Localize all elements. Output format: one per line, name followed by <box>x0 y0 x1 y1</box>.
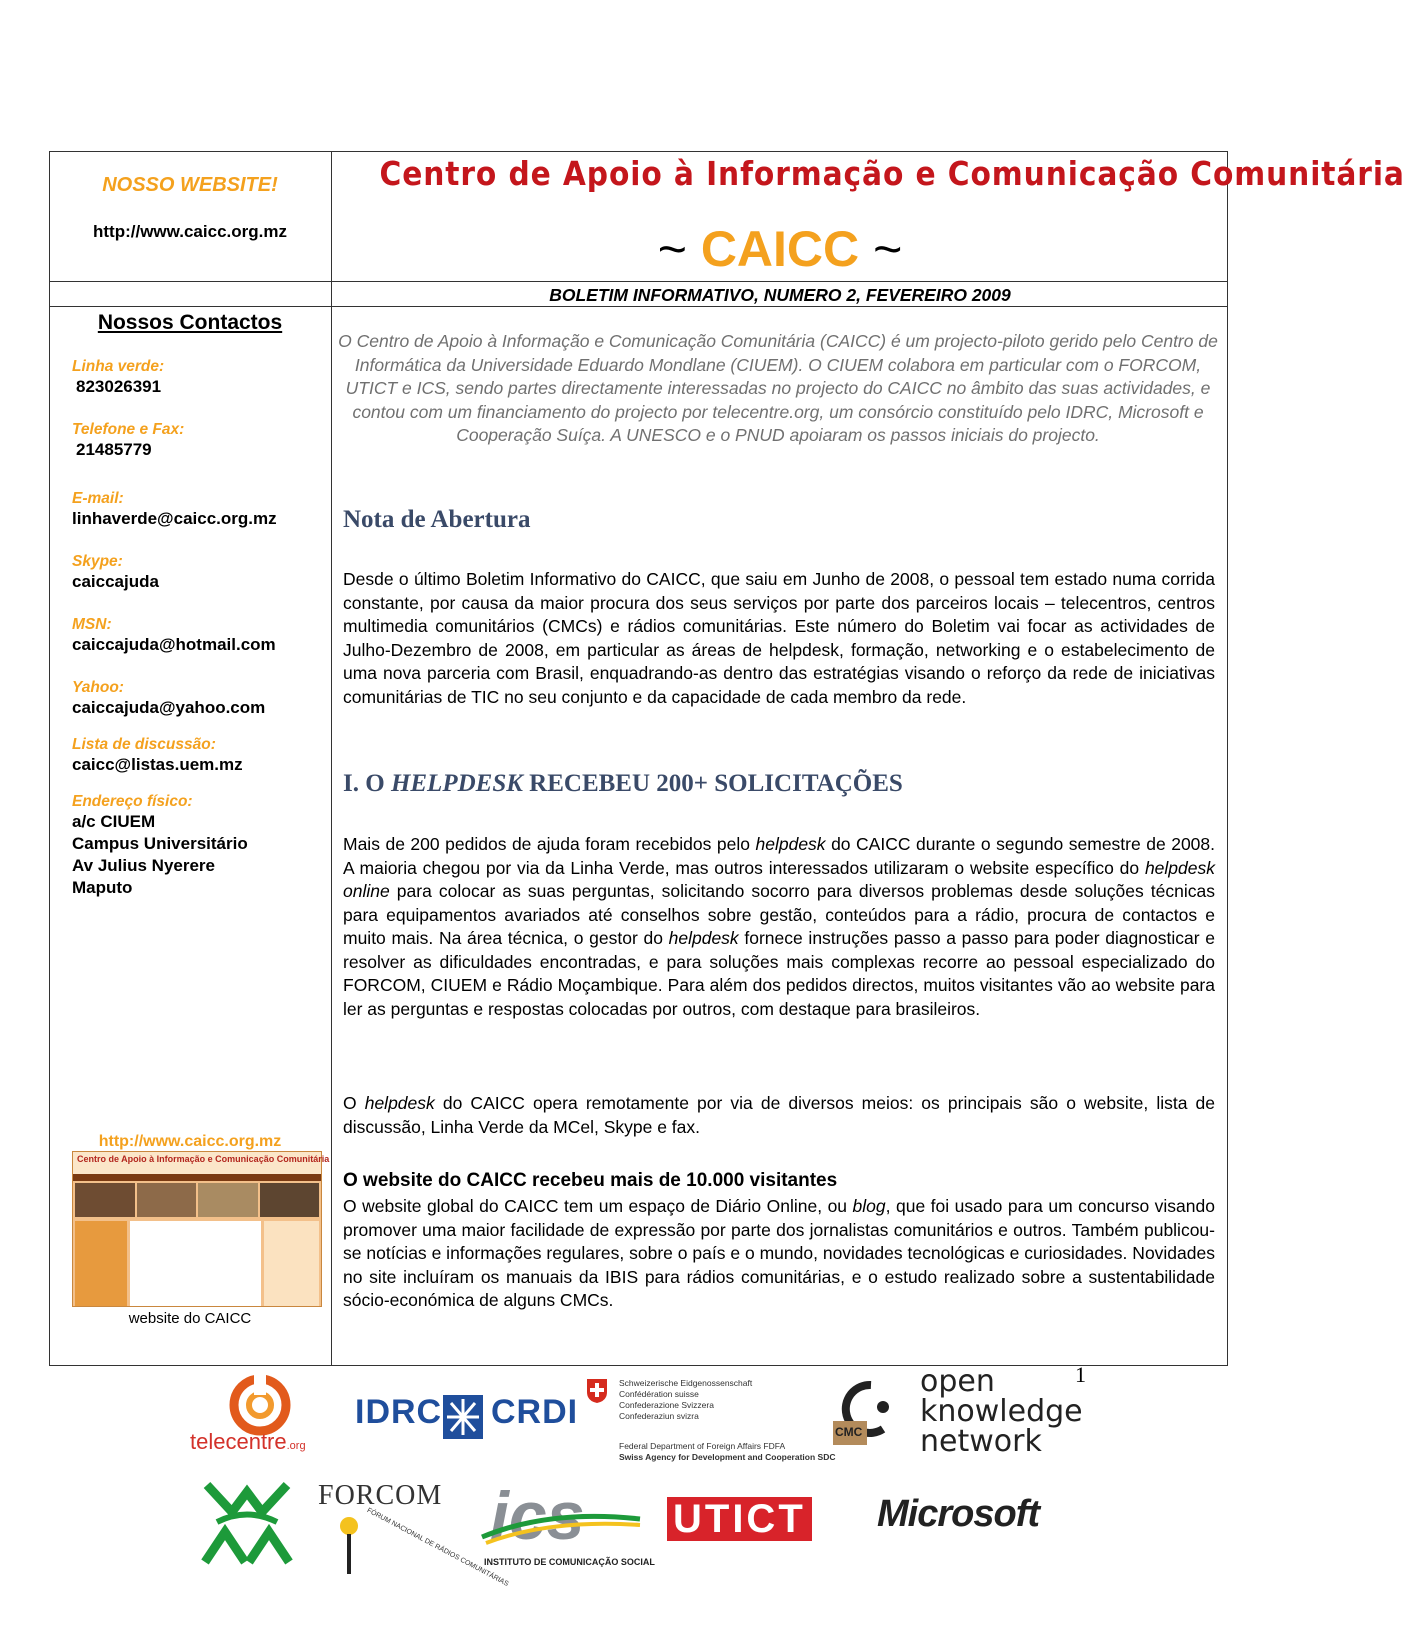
idrc-emblem-icon <box>441 1393 485 1441</box>
msn-link[interactable]: caiccajuda@hotmail.com <box>72 635 276 654</box>
contact-label: Skype: <box>72 553 123 570</box>
contact-item <box>72 735 325 776</box>
acronym-line <box>335 220 1225 278</box>
header-divider <box>49 281 1228 282</box>
ics-logo: ics INSTITUTO DE COMUNICAÇÃO SOCIAL <box>480 1477 645 1572</box>
thumbnail-caption: website do CAICC <box>128 1310 252 1327</box>
swiss-shield-icon <box>585 1378 609 1404</box>
tilde-right: ~ <box>873 221 903 277</box>
thumbnail-right-column <box>264 1221 319 1306</box>
address-line: Av Julius Nyerere <box>72 856 215 875</box>
boletim-title: BOLETIM INFORMATIVO, NUMERO 2, FEVEREIRO 2009 <box>549 285 1011 305</box>
website-paragraph: O website global do CAICC tem um espaço de Diário Online, ou blog, que foi usado para um concurso visando promover uma maior facilidade de expressão por parte dos jornalistas comunitários e outros. Também publicou-se notícias e informações regulares, sobre o país e o mundo, novidades tecnológicas e curiosidades. Novidades no site incluíram os manuais da IBIS para rádios comunitárias, e o estudo realizado sobre a sustentabilidade sócio-económica de alguns CMCs. <box>343 1196 1215 1310</box>
yahoo-link[interactable]: caiccajuda@yahoo.com <box>72 698 266 717</box>
contact-label: MSN: <box>72 616 112 633</box>
microphone-icon <box>334 1516 364 1578</box>
contacts-sidebar <box>55 311 325 921</box>
section-heading-nota: Nota de Abertura <box>343 506 531 533</box>
tilde-left: ~ <box>657 221 687 277</box>
open-knowledge-network-logo: open knowledge network <box>920 1364 1083 1459</box>
thumbnail-url-link[interactable]: http://www.caicc.org.mz <box>98 1133 282 1150</box>
helpdesk-means-paragraph: O helpdesk do CAICC opera remotamente por via de diversos meios: os principais são o website, lista de discussão, Linha Verde da MCel, Skype e fax. <box>343 1093 1215 1137</box>
contacts-heading: Nossos Contactos <box>97 311 283 334</box>
boletim-divider <box>49 306 1228 307</box>
thumbnail-sidebar <box>75 1221 127 1306</box>
telecentre-swirl-icon <box>220 1373 300 1433</box>
cmc-emblem-icon <box>823 1373 913 1453</box>
section-heading-helpdesk: I. O HELPDESK RECEBEU 200+ SOLICITAÇÕES <box>343 770 903 797</box>
website-screenshot-thumbnail <box>72 1151 330 1307</box>
thumbnail-header: Centro de Apoio à Informação e Comunicação Comunitária <box>73 1152 321 1174</box>
intro-paragraph: O Centro de Apoio à Informação e Comunicação Comunitária (CAICC) é um projecto-piloto gerido pelo Centro de Informática da Universidade Eduardo Mondlane (CIUEM). O CIUEM colabora em particular com o FORCOM, UTICT e ICS, sendo partes directamente interessadas no projecto do CAICC no âmbito das suas actividades, e contou com um financiamento do projecto por telecentre.org, um consórcio constituído pelo IDRC, Microsoft e Cooperação Suíça. A UNESCO e o PNUD apoiaram os passos iniciais do projecto. <box>338 331 1218 445</box>
contact-item <box>72 552 325 593</box>
thumbnail-body <box>73 1219 321 1308</box>
mailing-list-link[interactable]: caicc@listas.uem.mz <box>72 755 243 774</box>
email-link[interactable]: linhaverde@caicc.org.mz <box>72 509 277 528</box>
telecentre-logo: telecentre.org <box>190 1373 340 1453</box>
address-line: Campus Universitário <box>72 834 248 853</box>
centre-title: Centro de Apoio à Informação e Comunicação Comunitária <box>379 154 1405 193</box>
microsoft-logo: Microsoft <box>877 1493 1039 1535</box>
contact-item <box>72 489 325 530</box>
ics-emblem-icon <box>480 1477 645 1555</box>
uem-emblem-icon <box>197 1477 297 1567</box>
contact-item <box>72 678 325 719</box>
thumbnail-nav-bar <box>73 1174 321 1181</box>
nota-paragraph: Desde o último Boletim Informativo do CAICC, que saiu em Junho de 2008, o pessoal tem estado numa corrida constante, por causa da maior procura dos seus serviços por parte dos parceiros locais – telecentros, centros multimedia comunitários (CMCs) e rádios comunitárias. Este número do Boletim vai focar as actividades de Julho-Dezembro de 2008, em particular as áreas de helpdesk, formação, networking e o estabelecimento de uma nova parceria com Brasil, enquadrando-as dentro das estratégias visando o reforço da rede de iniciativas comunitárias de TIC no seu conjunto e da capacidade de cada membro da rede. <box>343 569 1215 707</box>
idrc-logo: IDRC CRDI <box>355 1393 580 1443</box>
address-label: Endereço físico: <box>72 793 193 810</box>
contact-label: Lista de discussão: <box>72 736 216 753</box>
swiss-cooperation-logo: Schweizerische Eidgenossenschaft Confédération suisse Confederazione Svizzera Confederaziun svizra Federal Department of Foreign Affairs FDFA Swiss Agency for Development and Cooperation SDC <box>585 1378 815 1473</box>
svg-text:ics: ics <box>490 1478 585 1554</box>
forcom-logo: FORCOM FÓRUM NACIONAL DE RÁDIOS COMUNITÁRIAS <box>318 1480 510 1588</box>
cmc-logo: CMC <box>823 1373 913 1453</box>
helpdesk-paragraph: Mais de 200 pedidos de ajuda foram recebidos pelo helpdesk do CAICC durante o segundo semestre de 2008. A maioria chegou por via da Linha Verde, mas outros interessados utilizaram o website específico do helpdesk online para colocar as suas perguntas, solicitando socorro para diversos problemas desde soluções técnicas para equipamentos avariados até conselhos sobre gestão, conteúdos para a rádio, procura de contactos e muito mais. Na área técnica, o gestor do helpdesk fornece instruções passo a passo para poder diagnosticar e resolver as dificuldades encontradas, e para soluções mais complexas recorre ao pessoal especializado do FORCOM, CIUEM e Rádio Moçambique. Para além dos pedidos directos, muitos visitantes vão ao website para ler as perguntas e respostas colocadas por outros, com destaque para brasileiros. <box>343 834 1216 1019</box>
utict-logo: UTICT <box>667 1497 812 1541</box>
contact-label: Yahoo: <box>72 679 124 696</box>
contact-label: Linha verde: <box>72 358 165 375</box>
address-block <box>72 792 325 899</box>
contact-label: Telefone e Fax: <box>72 421 185 438</box>
address-line: Maputo <box>72 878 133 897</box>
contact-label: E-mail: <box>72 490 124 507</box>
uem-logo <box>197 1477 297 1567</box>
page-number: 1 <box>1075 1362 1086 1387</box>
column-divider <box>331 151 332 1366</box>
contact-item <box>72 420 325 461</box>
contact-value: 21485779 <box>76 440 152 459</box>
section-heading-website: O website do CAICC recebeu mais de 10.000 visitantes <box>343 1170 838 1191</box>
thumbnail-photos <box>73 1181 321 1219</box>
website-url-link[interactable]: http://www.caicc.org.mz <box>93 222 287 241</box>
contact-item <box>72 615 325 656</box>
contact-value: 823026391 <box>76 377 162 396</box>
thumbnail-content <box>130 1221 261 1306</box>
website-box-title: NOSSO WEBSITE! <box>102 174 278 196</box>
contact-item <box>72 357 325 398</box>
address-line: a/c CIUEM <box>72 812 156 831</box>
skype-value: caiccajuda <box>72 572 159 591</box>
acronym: CAICC <box>700 221 860 277</box>
